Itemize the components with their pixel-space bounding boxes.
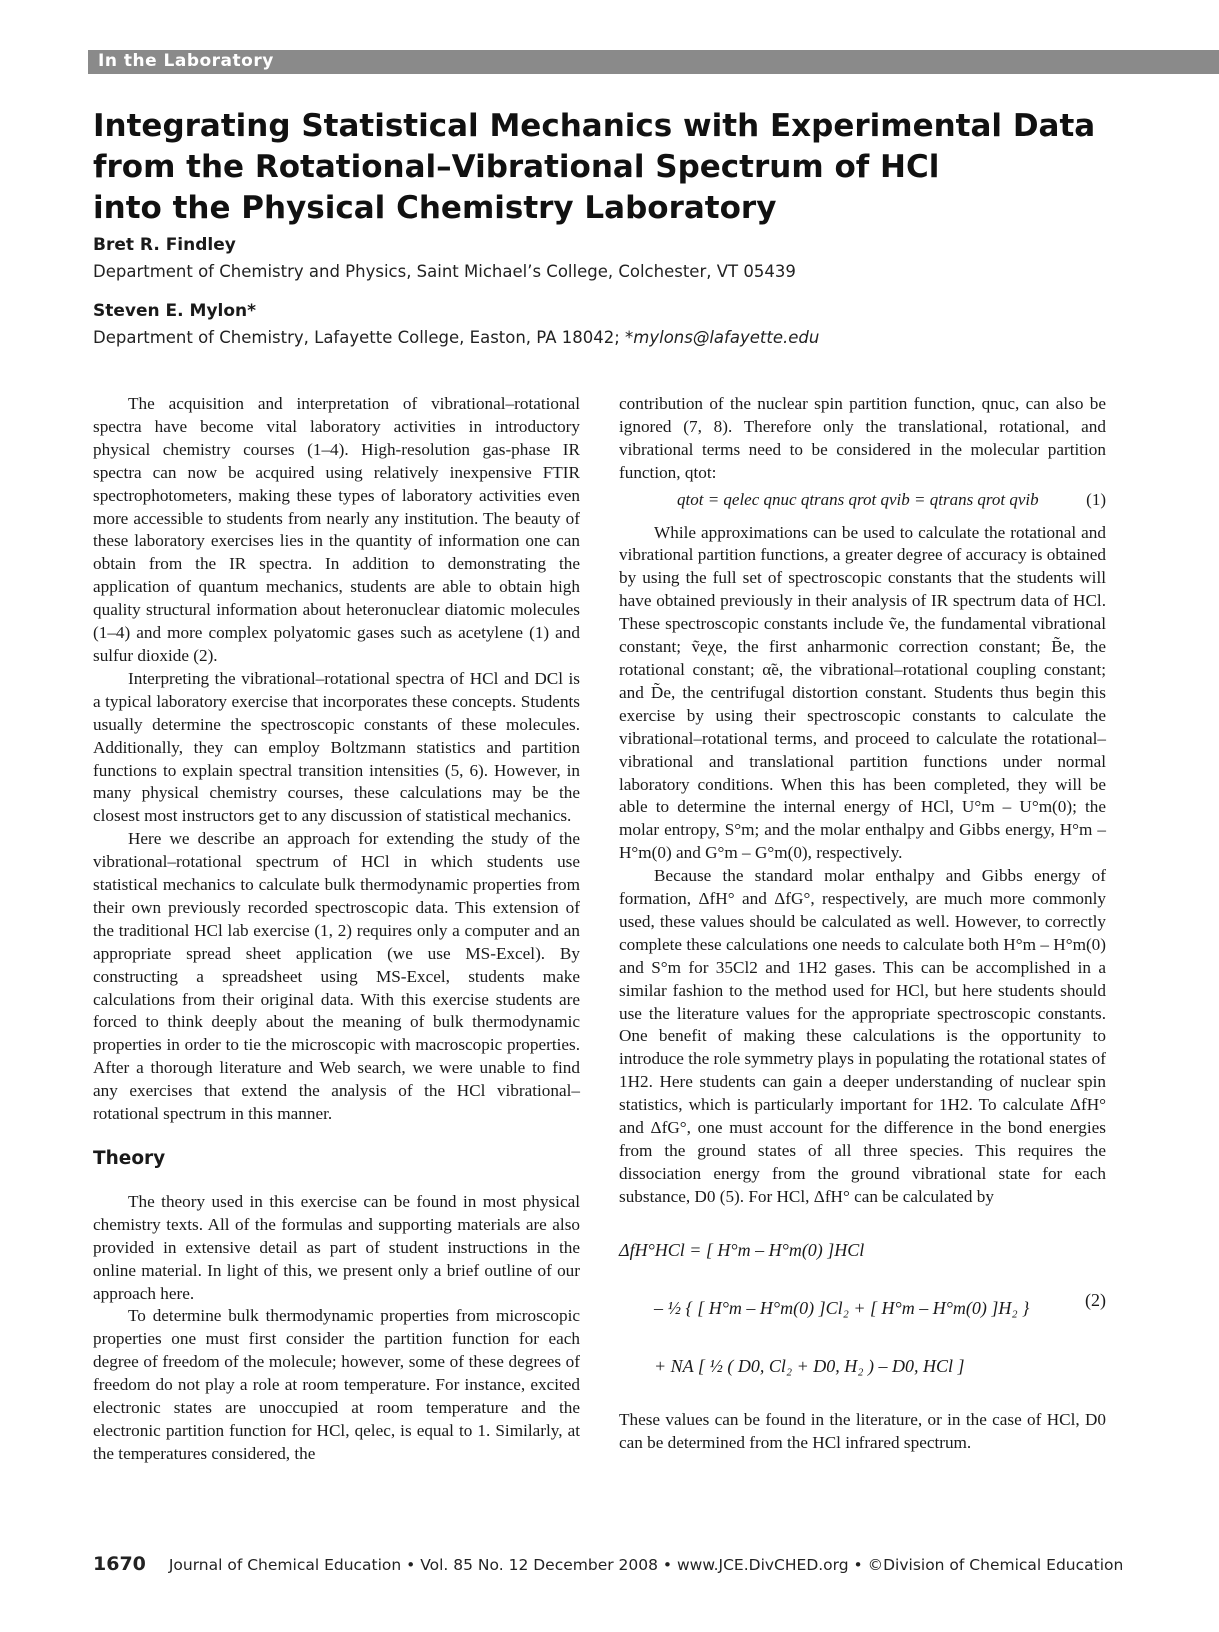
page-number: 1670 [93, 1553, 146, 1575]
title-line-2: from the Rotational–Vibrational Spectrum of HCl [93, 149, 940, 185]
closing-paragraph: These values can be found in the literature, or in the case of HCl, D0 can be determined from the HCl infrared spectrum. [619, 1409, 1106, 1452]
equation-1-number: (1) [1086, 489, 1106, 509]
section-label: In the Laboratory [98, 51, 274, 71]
author-email-link[interactable]: *mylons@lafayette.edu [625, 328, 820, 347]
equation-2-number: (2) [1085, 1289, 1106, 1310]
continued-paragraph: contribution of the nuclear spin partition function, qnuc, can also be ignored (7, 8). Therefore only the translational, rotational, and vibrational terms need to be considered in the molecular partition function, qtot: [619, 394, 1106, 482]
article-title [93, 106, 1096, 229]
title-line-3: into the Physical Chemistry Laboratory [93, 190, 777, 226]
equation-2-line-3: + NA [ ½ ( D0, Cl₂ + D0, H₂ ) – D0, HCl ] [654, 1355, 965, 1376]
theory-heading: Theory [93, 1148, 166, 1169]
intro-paragraph-1: The acquisition and interpretation of vibrational–rotational spectra have become vital laboratory activities in introductory physical chemistry courses (1–4). High-resolution gas-phase IR spectra can now be acquired using relatively inexpensive FTIR spectrophotometers, making these types of laboratory activities even more accessible to students from nearly any institution. The beauty of these laboratory exercises lies in the quantity of information one can obtain from the IR spectra. In addition to demonstrating the application of quantum mechanics, students are able to obtain high quality structural information about heteronuclear diatomic molecules (1–4) and more complex polyatomic gases such as acetylene (1) and sulfur dioxide (2). [93, 394, 580, 665]
intro-paragraph-3: Here we describe an approach for extending the study of the vibrational–rotational spectrum of HCl in which students use statistical mechanics to calculate bulk thermodynamic properties from their own previously recorded spectroscopic data. This extension of the traditional HCl lab exercise (1, 2) requires only a computer and an appropriate spread sheet application (we use MS-Excel). By constructing a spreadsheet using MS-Excel, students make calculations from their original data. With this exercise students are forced to think deeply about the meaning of bulk thermodynamic properties in order to tie the microscopic with macroscopic properties. After a thorough literature and Web search, we were unable to find any exercises that extend the analysis of the HCl vibrational–rotational spectrum in this manner. [93, 829, 580, 1124]
theory-paragraph-2: To determine bulk thermodynamic properties from microscopic properties one must first consider the partition function for each degree of freedom of the molecule; however, some of these degrees of freedom do not play a role at room temperature. For instance, excited electronic states are unoccupied at room temperature and the electronic partition function for HCl, qelec, is equal to 1. Similarly, at the temperatures considered, the [93, 1306, 580, 1463]
author-name-1: Bret R. Findley [93, 235, 236, 255]
theory-paragraph-1: The theory used in this exercise can be found in most physical chemistry texts. All of the formulas and supporting materials are also provided in extensive detail as part of student instructions in the online material. In light of this, we present only a brief outline of our approach here. [93, 1191, 580, 1303]
body-paragraph-2: While approximations can be used to calculate the rotational and vibrational partition functions, a greater degree of accuracy is obtained by using the full set of spectroscopic constants that the students will have obtained previously in their analysis of IR spectrum data of HCl. These spectroscopic constants include ṽe, the fundamental vibrational constant; ṽeχe, the first anharmonic correction constant; B̃e, the rotational constant; α̃e, the vibrational–rotational coupling constant; and D̃e, the centrifugal distortion constant. Students thus begin this exercise by using their spectroscopic constants to calculate the vibrational–rotational terms, and proceed to calculate the rotational–vibrational and translational partition functions under normal laboratory conditions. When this has been completed, they will be able to determine the internal energy of HCl, U°m – U°m(0); the molar entropy, S°m; and the molar enthalpy and Gibbs energy, H°m – H°m(0) and G°m – G°m(0), respectively. [619, 522, 1106, 863]
affiliation-text: Department of Chemistry, Lafayette College, Easton, PA 18042; [93, 328, 626, 347]
equation-2-line-2: – ½ { [ H°m – H°m(0) ]Cl₂ + [ H°m – H°m(0) ]H₂ } [654, 1297, 1030, 1318]
title-line-1: Integrating Statistical Mechanics with Experimental Data [93, 108, 1096, 144]
author-affiliation-2 [93, 328, 819, 347]
author-name-2: Steven E. Mylon* [93, 301, 257, 321]
journal-citation: Journal of Chemical Education • Vol. 85 No. 12 December 2008 • www.JCE.DivCHED.org • ©Division of Chemical Education [168, 1556, 1124, 1574]
author-affiliation-1: Department of Chemistry and Physics, Saint Michael’s College, Colchester, VT 05439 [93, 262, 796, 281]
equation-2-line-1: ΔfH°HCl = [ H°m – H°m(0) ]HCl [619, 1239, 865, 1260]
section-header-bar [88, 50, 1219, 74]
equation-1-body: qtot = qelec qnuc qtrans qrot qvib = qtrans qrot qvib [677, 489, 1039, 509]
body-paragraph-3: Because the standard molar enthalpy and Gibbs energy of formation, ΔfH° and ΔfG°, respectively, are much more commonly used, these values should be calculated as well. However, to correctly complete these calculations one needs to calculate both H°m – H°m(0) and S°m for 35Cl2 and 1H2 gases. This can be accomplished in a similar fashion to the method used for HCl, but here students should use the literature values for the appropriate spectroscopic constants. One benefit of making these calculations is the opportunity to introduce the role symmetry plays in populating the rotational states of 1H2. Here students can gain a deeper understanding of nuclear spin statistics, which is particularly important for 1H2. To calculate ΔfH° and ΔfG°, one must account for the difference in the bond energies from the ground states of all three species. This requires the dissociation energy from the ground vibrational state for each substance, D0 (5). For HCl, ΔfH° can be calculated by [619, 866, 1106, 1206]
right-column [619, 393, 1106, 1455]
page-footer [93, 1553, 1123, 1575]
equation-1 [619, 489, 1106, 512]
left-column [93, 393, 580, 1466]
intro-paragraph-2: Interpreting the vibrational–rotational spectra of HCl and DCl is a typical laboratory exercise that incorporates these concepts. Students usually determine the spectroscopic constants of these molecules. Additionally, they can employ Boltzmann statistics and partition functions to explain spectral transition intensities (5, 6). However, in many physical chemistry courses, these calculations may be the closest most instructors get to any discussion of statistical mechanics. [93, 668, 580, 826]
equation-2 [619, 1221, 1106, 1395]
